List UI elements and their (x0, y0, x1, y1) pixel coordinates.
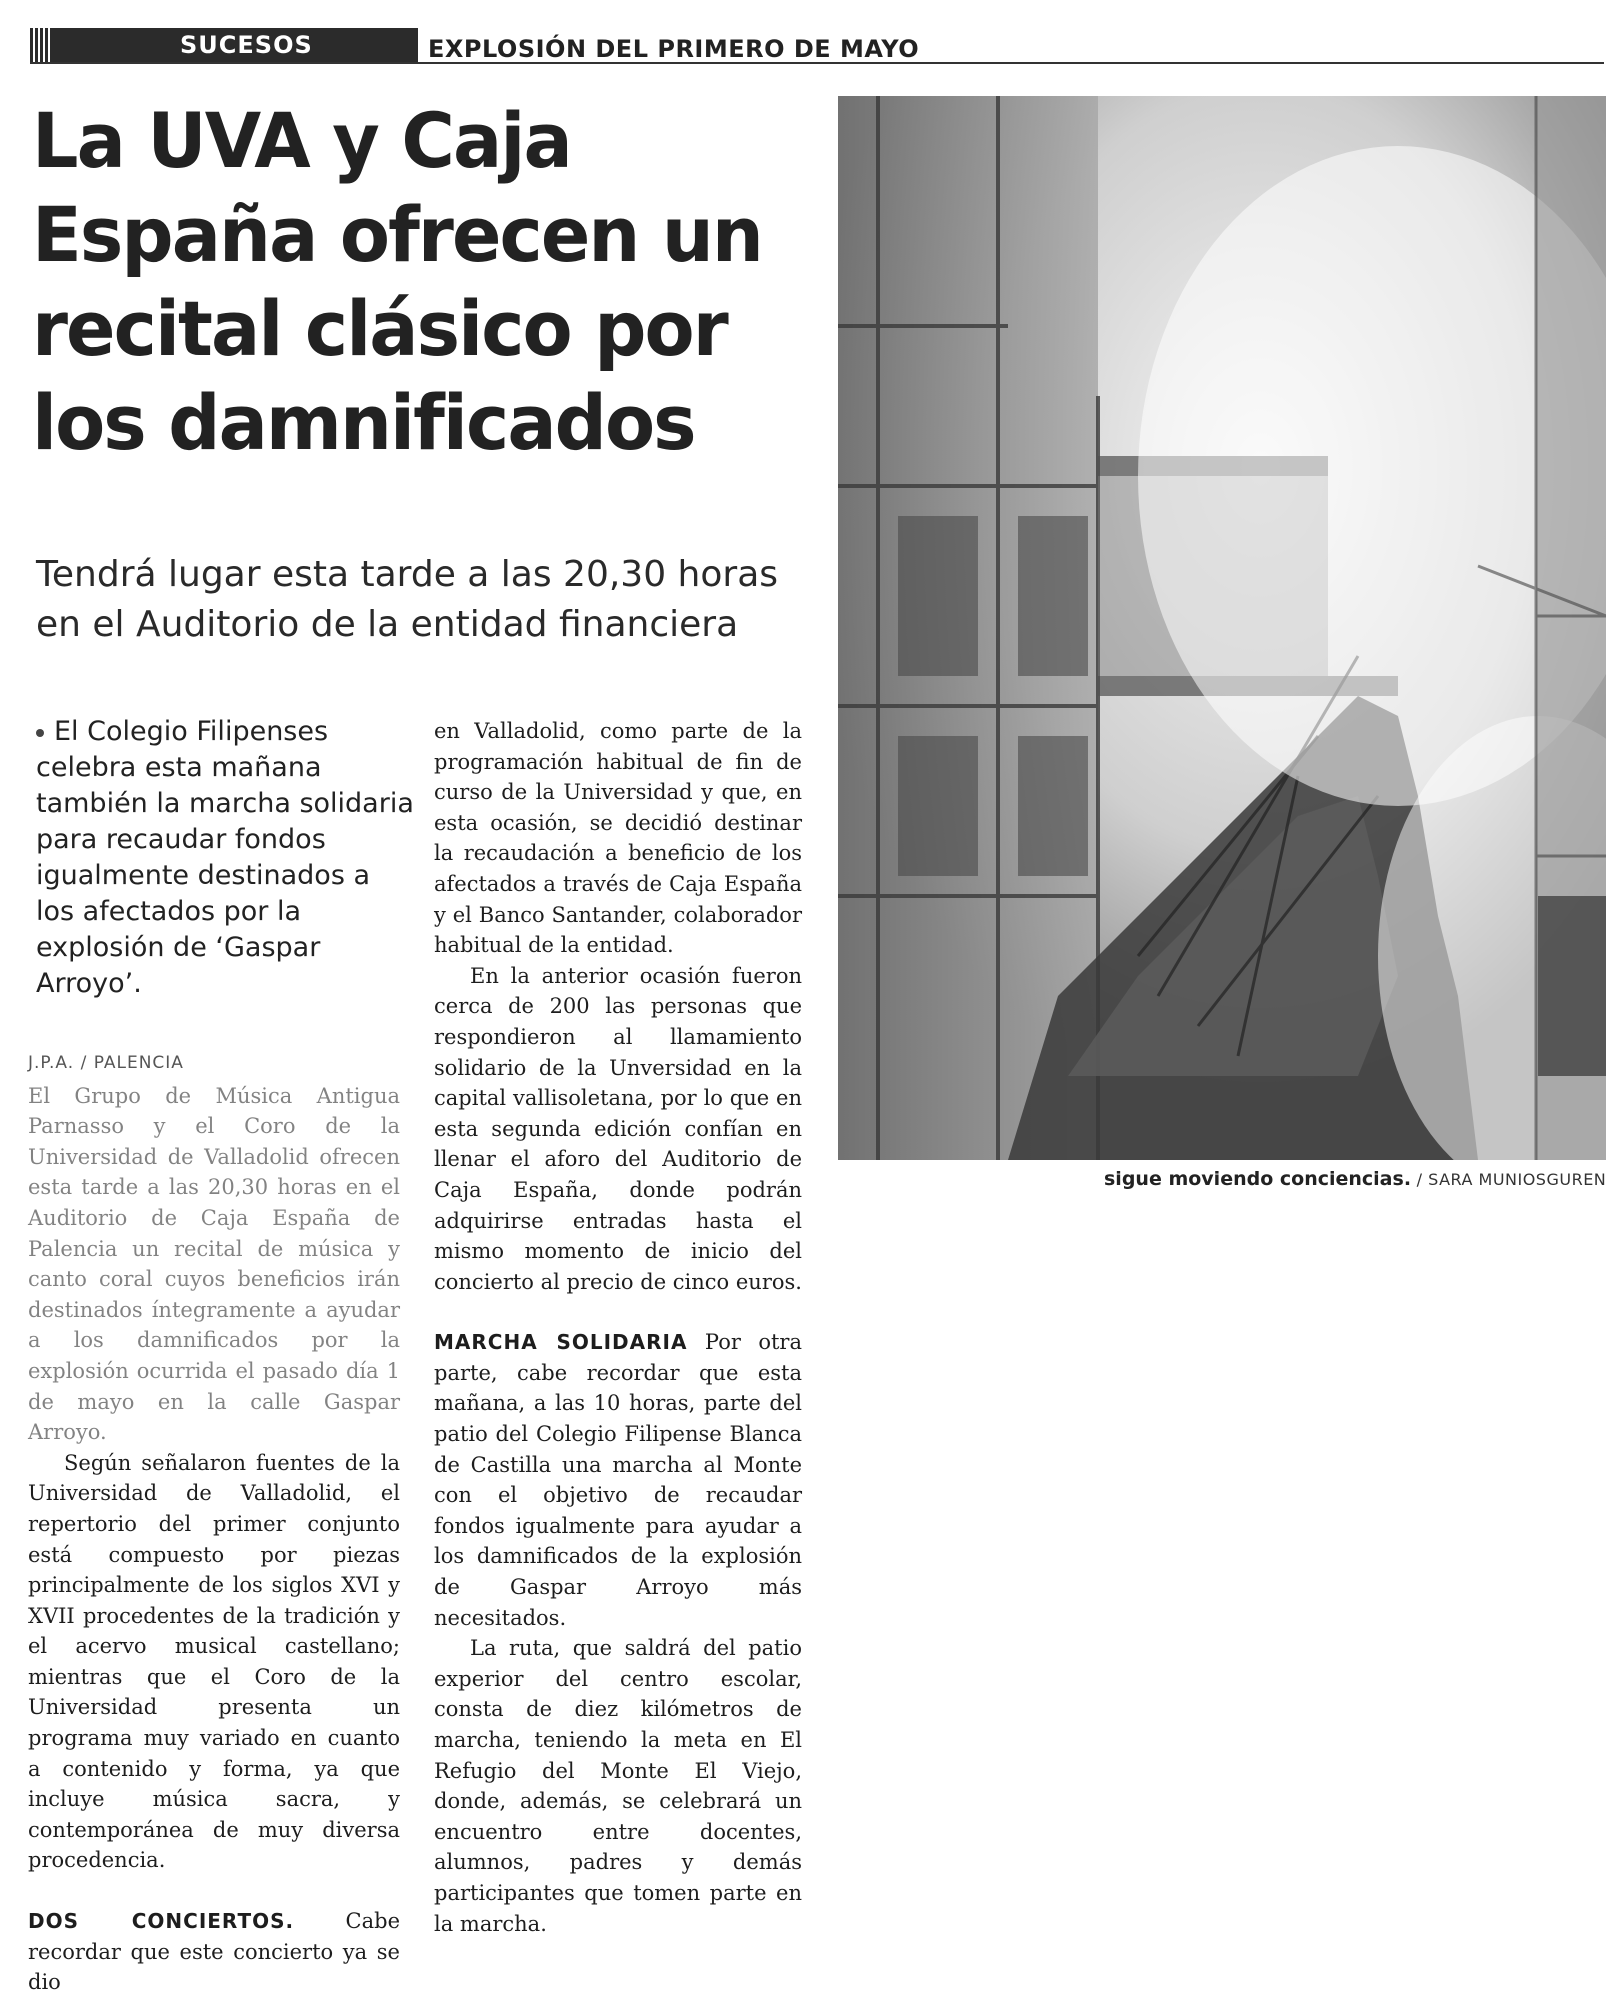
section-lead: MARCHA SOLIDARIA (434, 1330, 688, 1355)
paragraph (28, 1906, 400, 1998)
subheadline: Tendrá lugar esta tarde a las 20,30 horas en el Auditorio de la entidad financiera (36, 554, 779, 645)
paragraph-text: El Grupo de Música Antigua Parnasso y el Coro de la Universidad de Valladolid ofrecen esta tarde a las 20,30 horas en el Auditorio de Caja España de Palencia un recital de música y canto coral cuyos beneficios irán destinados íntegramente a ayudar a los damnificados por la explosión ocurrida el pasado día 1 de mayo en la calle Gaspar Arroyo. (28, 1083, 400, 1445)
photo-credit: / SARA MUNIOSGUREN (1411, 1170, 1607, 1189)
paragraph: La ruta, que saldrá del patio experior del centro escolar, consta de diez kilómetros de marcha, teniendo la meta en El Refugio del Monte El Viejo, donde, además, se celebrará un encuentro entre docentes, alumnos, padres y demás participantes que tomen parte en la marcha. (434, 1636, 802, 1936)
paragraph (28, 1081, 400, 1448)
article-column-1 (28, 1048, 400, 1998)
paragraph (434, 961, 802, 1298)
paragraph-text: Por otra parte, cabe recordar que esta mañana, a las 10 horas, parte del patio del Colegio Filipense Blanca de Castilla una marcha al Monte con el objetivo de recaudar fondos igualmente para ayudar a los damnificados de la explosión de Gaspar Arroyo más necesitados. (434, 1330, 802, 1630)
collapsed-building-illustration (838, 96, 1606, 1160)
paragraph (434, 1327, 802, 1633)
highlight-text: El Colegio Filipenses celebra esta mañana también la marcha solidaria para recaudar fondos igualmente destinados a los afectados por la explosión de ‘Gaspar Arroyo’. (36, 716, 414, 999)
article-column-2 (434, 716, 802, 1939)
caption-text: sigue moviendo conciencias. (1104, 1168, 1412, 1190)
paragraph: Según señalaron fuentes de la Universidad de Valladolid, el repertorio del primer conjunto está compuesto por piezas principalmente de los siglos XVI y XVII procedentes de la tradición y el acervo musical castellano; mientras que el Coro de la Universidad presenta un programa muy variado en cuanto a contenido y forma, ya que incluye música sacra, y contemporánea de muy diversa procedencia. (28, 1450, 400, 1873)
byline: J.P.A. / PALENCIA (28, 1053, 184, 1073)
paragraph-text: En la anterior ocasión fueron cerca de 200 las personas que respondieron al llamamiento solidario de la Unversidad en la capital vallisoletana, por lo que en esta segunda edición confían en llenar el aforo del Auditorio de Caja España, donde podrán adquirirse entradas hasta el mismo momento de inicio del concierto al precio de cinco euros. (434, 963, 802, 1294)
header-divider-left (30, 62, 418, 64)
section-label: SUCESOS (180, 31, 313, 59)
header-divider (418, 62, 1604, 64)
headline: La UVA y Caja España ofrecen un recital clásico por los damnificados (32, 96, 762, 467)
topic-label: EXPLOSIÓN DEL PRIMERO DE MAYO (428, 35, 920, 63)
bullet-icon (36, 729, 44, 737)
news-photo (838, 96, 1606, 1160)
decorative-ticks (30, 28, 50, 62)
section-lead: DOS CONCIERTOS. (28, 1909, 295, 1934)
paragraph: en Valladolid, como parte de la programación habitual de fin de curso de la Universidad y que, en esta ocasión, se decidió destinar la recaudación a beneficio de los afectados a través de Caja España y el Banco Santander, colaborador habitual de la entidad. (434, 719, 802, 958)
paragraph-text: Cabe recordar que este concierto ya se dio (28, 1909, 400, 1995)
photo-caption (1104, 1168, 1607, 1190)
highlight-summary (36, 714, 416, 1002)
